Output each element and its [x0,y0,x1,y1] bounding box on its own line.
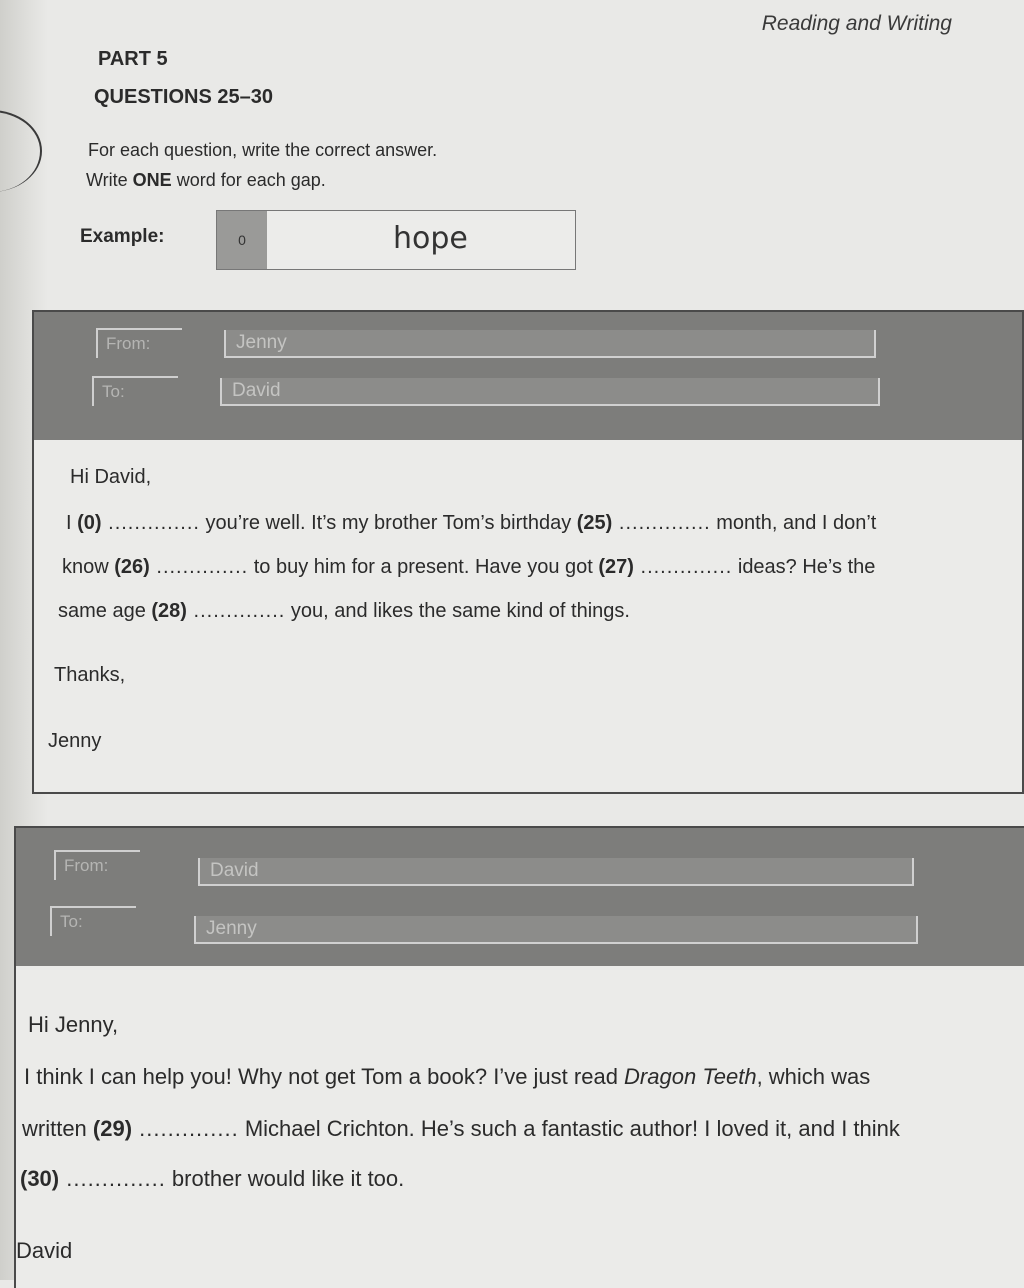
text: brother would like it too. [165,1166,405,1191]
example-answer-box [216,210,576,270]
text: same age [58,600,152,622]
email-line [22,1116,900,1142]
example-number: 0 [217,211,267,269]
email-signature: Jenny [48,730,102,752]
example-answer: hope [393,221,468,256]
question-number: (26) [114,556,150,578]
question-number: (27) [598,556,634,578]
answer-gap: .............. [186,600,286,622]
from-label: From: [96,328,182,358]
email-jenny-to-david [32,310,1024,794]
question-number: (0) [77,512,102,534]
answer-gap: .............. [633,556,733,578]
from-label: From: [54,850,140,880]
email-header [34,312,1022,440]
question-number: (25) [576,512,613,534]
email-line [20,1166,404,1192]
email-line [62,556,875,579]
page-curl [0,110,42,192]
email-greeting: Hi Jenny, [28,1012,119,1037]
instruction-text: Write [86,170,133,190]
email-line [58,600,630,623]
text: Michael Crichton. He’s such a fantastic author! I loved it, and I think [238,1116,900,1141]
from-field: David [198,858,914,886]
question-number: (30) [20,1166,60,1191]
questions-title: QUESTIONS 25–30 [94,86,273,108]
part-title: PART 5 [98,48,168,70]
text: you’re well. It’s my brother Tom’s birthday [199,512,577,534]
to-label: To: [92,376,178,406]
example-label: Example: [80,226,165,247]
book-title: Dragon Teeth [624,1064,757,1089]
question-number: (28) [151,600,187,622]
to-label: To: [50,906,136,936]
text: I think I can help you! Why not get Tom a book? I’ve just read [24,1064,625,1089]
email-line [24,1064,870,1090]
text: ideas? He’s the [732,556,876,578]
answer-gap: .............. [149,556,249,578]
answer-gap: .............. [132,1116,239,1141]
to-field: Jenny [194,916,918,944]
text: I [66,512,78,534]
instruction-line-2 [86,170,326,191]
email-signoff: Thanks, [54,664,126,686]
email-line [66,512,876,535]
email-signature: David [16,1238,73,1263]
example-row [80,208,580,272]
text: know [62,556,115,578]
text: you, and likes the same kind of things. [285,600,630,622]
from-field: Jenny [224,330,876,358]
text: , which was [756,1064,871,1089]
text: month, and I don’t [710,512,877,534]
answer-gap: .............. [59,1166,166,1191]
text: written [22,1116,93,1141]
email-david-to-jenny [14,826,1024,1288]
instruction-emphasis: ONE [132,170,172,190]
section-header: Reading and Writing [761,12,952,35]
instruction-text: word for each gap. [171,170,326,190]
instruction-line-1: For each question, write the correct answer. [88,140,438,160]
text: to buy him for a present. Have you got [248,556,599,578]
question-number: (29) [92,1116,133,1141]
answer-gap: .............. [101,512,200,534]
email-header [16,828,1024,966]
answer-gap: .............. [612,512,711,534]
email-greeting: Hi David, [70,466,152,488]
to-field: David [220,378,880,406]
